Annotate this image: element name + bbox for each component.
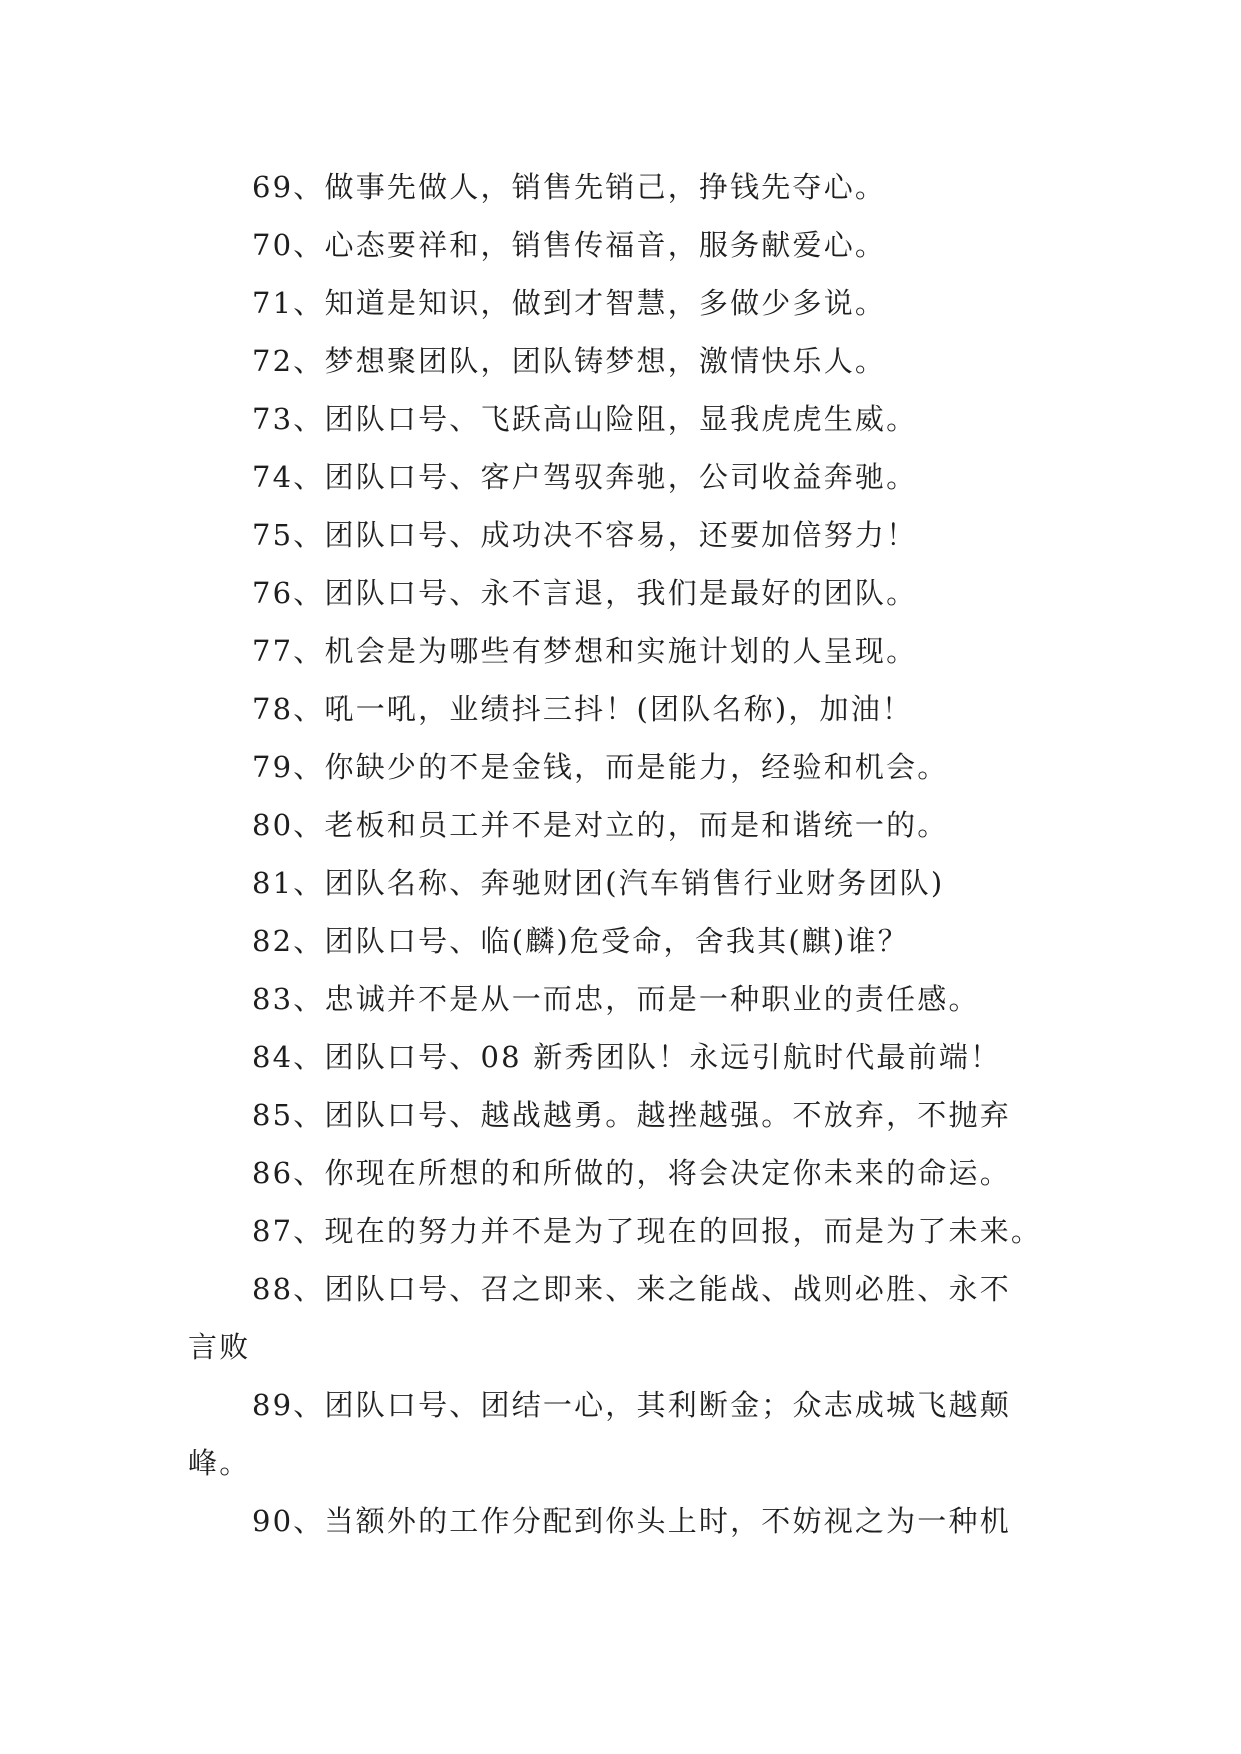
text-line: 70、心态要祥和，销售传福音，服务献爱心。 — [252, 228, 887, 262]
document-body — [188, 158, 1068, 1550]
text-line: 77、机会是为哪些有梦想和实施计划的人呈现。 — [252, 634, 918, 668]
text-line: 71、知道是知识，做到才智慧，多做少多说。 — [252, 286, 887, 320]
text-line: 73、团队口号、飞跃高山险阻，显我虎虎生威。 — [252, 402, 918, 436]
text-line: 86、你现在所想的和所做的，将会决定你未来的命运。 — [252, 1156, 1011, 1190]
text-line-continuation: 峰。 — [188, 1446, 251, 1480]
text-line: 90、当额外的工作分配到你头上时，不妨视之为一种机 — [252, 1504, 1011, 1538]
text-line: 87、现在的努力并不是为了现在的回报，而是为了未来。 — [252, 1214, 1043, 1248]
text-line: 81、团队名称、奔驰财团(汽车销售行业财务团队) — [252, 866, 945, 900]
text-line: 89、团队口号、团结一心，其利断金；众志成城飞越颠 — [252, 1388, 1011, 1422]
text-line: 88、团队口号、召之即来、来之能战、战则必胜、永不 — [252, 1272, 1011, 1306]
text-line: 85、团队口号、越战越勇。越挫越强。不放弃，不抛弃 — [252, 1098, 1011, 1132]
text-line: 84、团队口号、08 新秀团队！永远引航时代最前端！ — [252, 1040, 1002, 1074]
text-line: 80、老板和员工并不是对立的，而是和谐统一的。 — [252, 808, 949, 842]
text-line: 69、做事先做人，销售先销己，挣钱先夺心。 — [252, 170, 887, 204]
text-line: 75、团队口号、成功决不容易，还要加倍努力！ — [252, 518, 918, 552]
text-line: 74、团队口号、客户驾驭奔驰，公司收益奔驰。 — [252, 460, 918, 494]
text-line: 76、团队口号、永不言退，我们是最好的团队。 — [252, 576, 918, 610]
text-line: 72、梦想聚团队，团队铸梦想，激情快乐人。 — [252, 344, 887, 378]
text-line: 78、吼一吼，业绩抖三抖！(团队名称)，加油！ — [252, 692, 914, 726]
text-line: 83、忠诚并不是从一而忠，而是一种职业的责任感。 — [252, 982, 980, 1016]
text-line: 79、你缺少的不是金钱，而是能力，经验和机会。 — [252, 750, 949, 784]
text-line-continuation: 言败 — [188, 1330, 251, 1364]
text-line: 82、团队口号、临(麟)危受命，舍我其(麒)谁？ — [252, 924, 909, 958]
